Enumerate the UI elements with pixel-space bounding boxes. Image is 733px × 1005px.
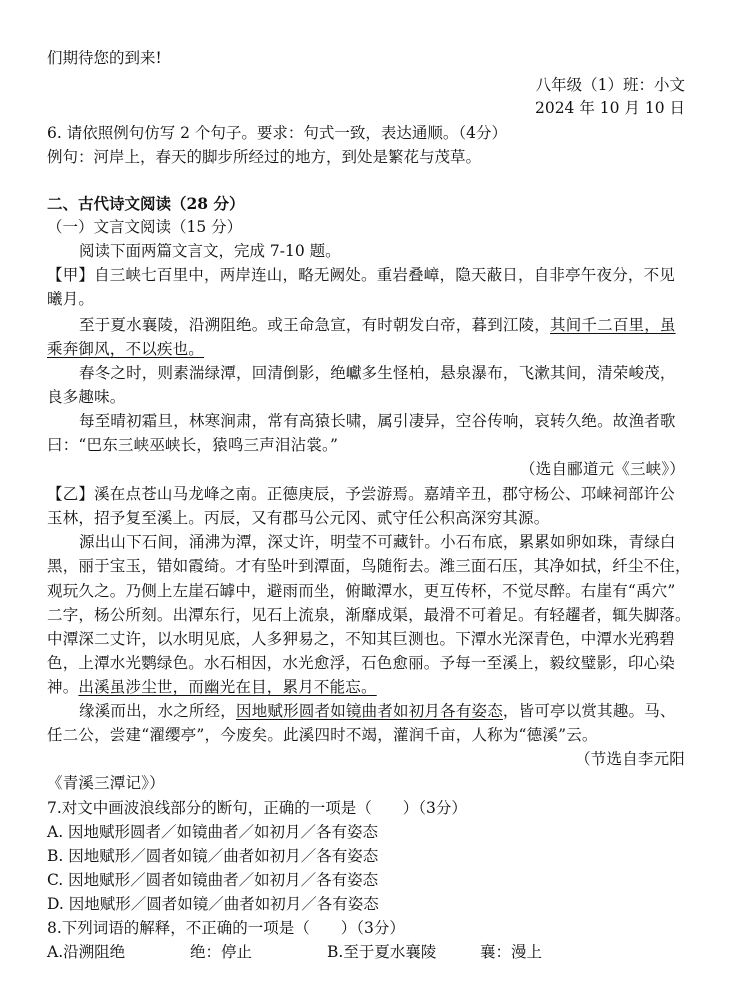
passage-jia-text: 至于夏水襄陵，沿溯阻绝。或王命急宣，有时朝发白帝，暮到江陵， <box>79 316 551 334</box>
passage-yi-text: 神。 <box>47 678 79 696</box>
passage-jia-source: （选自郦道元《三峡》） <box>520 460 685 478</box>
section-2-title: 二、古代诗文阅读（28 分） <box>47 194 245 213</box>
passage-yi-line <box>47 676 377 698</box>
passage-yi-text: ，皆可亭以赏其趣。马、 <box>502 702 676 720</box>
passage-yi-line: 观玩久之。乃侧上左崖石罅中，避雨而坐，俯瞰潭水，更互传杯，不觉尽醉。右崖有“禹穴” <box>47 582 676 600</box>
letter-date: 2024 年 10 月 10 日 <box>534 99 685 117</box>
passage-yi-line: 中潭深二丈许，以水明见底，人多狎易之，不知其巨测也。下潭水光深青色，中潭水光鸦碧 <box>47 630 676 648</box>
passage-yi-source-author: （节选自李元阳 <box>575 750 685 768</box>
question-8-prompt: 8.下列词语的解释，不正确的一项是（ ）（3分） <box>47 919 405 937</box>
passage-yi-line: 二字，杨公所刻。出潭东行，见石上流泉，渐靡成渠，最滑不可着足。有轻趯者，辄失脚落。 <box>47 606 691 624</box>
question-6-example: 例句：河岸上，春天的脚步所经过的地方，到处是繁花与茂草。 <box>47 148 482 166</box>
letter-closing-line: 们期待您的到来! <box>47 49 162 67</box>
passage-yi-line <box>79 700 676 722</box>
passage-jia-line: 良多趣味。 <box>47 388 126 406</box>
underlined-sentence: 乘奔御风，不以疾也。 <box>47 340 205 358</box>
question-8-option-a-word: A.沿溯阻绝 <box>47 943 126 961</box>
passage-yi-line: 源出山下石间，涌沸为潭，深丈许，明莹不可藏针。小石布底，累累如卵如珠，青绿白 <box>79 533 676 551</box>
passage-jia-line <box>79 314 676 336</box>
question-8-option-b-word: B.至于夏水襄陵 <box>327 943 437 961</box>
question-7-option: A. 因地赋形圆者／如镜曲者／如初月／各有姿态 <box>47 823 379 841</box>
question-8-option-b-gloss: 襄：漫上 <box>480 943 543 961</box>
reading-instruction: 阅读下面两篇文言文，完成 7-10 题。 <box>79 242 341 260</box>
passage-jia-line: 每至晴初霜旦，林寒涧肃，常有高猿长啸，属引凄异，空谷传响，哀转久绝。故渔者歌 <box>79 412 676 430</box>
passage-jia-line: 【甲】自三峡七百里中，两岸连山，略无阙处。重岩叠嶂，隐天蔽日，自非亭午夜分，不见 <box>47 266 676 284</box>
wavy-underlined-sentence: 因地赋形圆者如镜曲者如初月各有姿态 <box>236 702 503 720</box>
question-7-option: B. 因地赋形／圆者如镜／曲者如初月／各有姿态 <box>47 847 379 865</box>
passage-yi-text: 缘溪而出，水之所经， <box>79 702 237 720</box>
section-2-subtitle: （一）文言文阅读（15 分） <box>47 218 243 236</box>
passage-yi-line: 【乙】溪在点苍山马龙峰之南。正德庚辰，予尝游焉。嘉靖辛丑，郡守杨公、邛崃祠部许公 <box>47 485 676 503</box>
question-7-prompt: 7.对文中画波浪线部分的断句，正确的一项是（ ）（3分） <box>47 799 467 817</box>
underlined-sentence: 其间千二百里，虽 <box>550 316 676 334</box>
passage-yi-line: 任二公，尝建“濯缨亭”，今废矣。此溪四时不竭，灌润千亩，人称为“德溪”云。 <box>47 726 598 744</box>
passage-yi-line: 色，上潭水光鹦绿色。水石相因，水光愈浮，石色愈丽。予每一至溪上，毅纹璧影，印心染 <box>47 654 676 672</box>
passage-yi-line: 黑，丽于宝玉，错如霞绮。才有坠叶到潭面，鸟随衔去。潍三面石压，其净如拭，纤尘不住， <box>47 557 691 575</box>
question-7-option: C. 因地赋形／圆者如镜曲者／如初月／各有姿态 <box>47 871 379 889</box>
passage-yi-line: 玉林，招予复至溪上。丙辰，又有郡马公元冈、贰守任公积高深穷其源。 <box>47 509 550 527</box>
passage-jia-line: 春冬之时，则素湍绿潭，回清倒影，绝巘多生怪柏，悬泉瀑布，飞漱其间，清荣峻茂， <box>79 364 676 382</box>
passage-jia-line: 曰：“巴东三峡巫峡长，猿鸣三声泪沾裳。” <box>47 436 339 454</box>
letter-signature: 八年级（1）班：小文 <box>535 76 685 94</box>
question-6-prompt: 6. 请依照例句仿写 2 个句子。要求：句式一致，表达通顺。（4分） <box>47 124 508 142</box>
underlined-sentence: 出溪虽涉尘世，而幽光在目，累月不能忘。 <box>78 678 377 696</box>
passage-yi-source-title: 《青溪三潭记》） <box>47 774 165 792</box>
passage-jia-line: 曦月。 <box>47 290 95 308</box>
question-8-option-a-gloss: 绝：停止 <box>190 943 253 961</box>
question-7-option: D. 因地赋形／圆者如镜／曲者如初月／各有姿态 <box>47 895 379 913</box>
